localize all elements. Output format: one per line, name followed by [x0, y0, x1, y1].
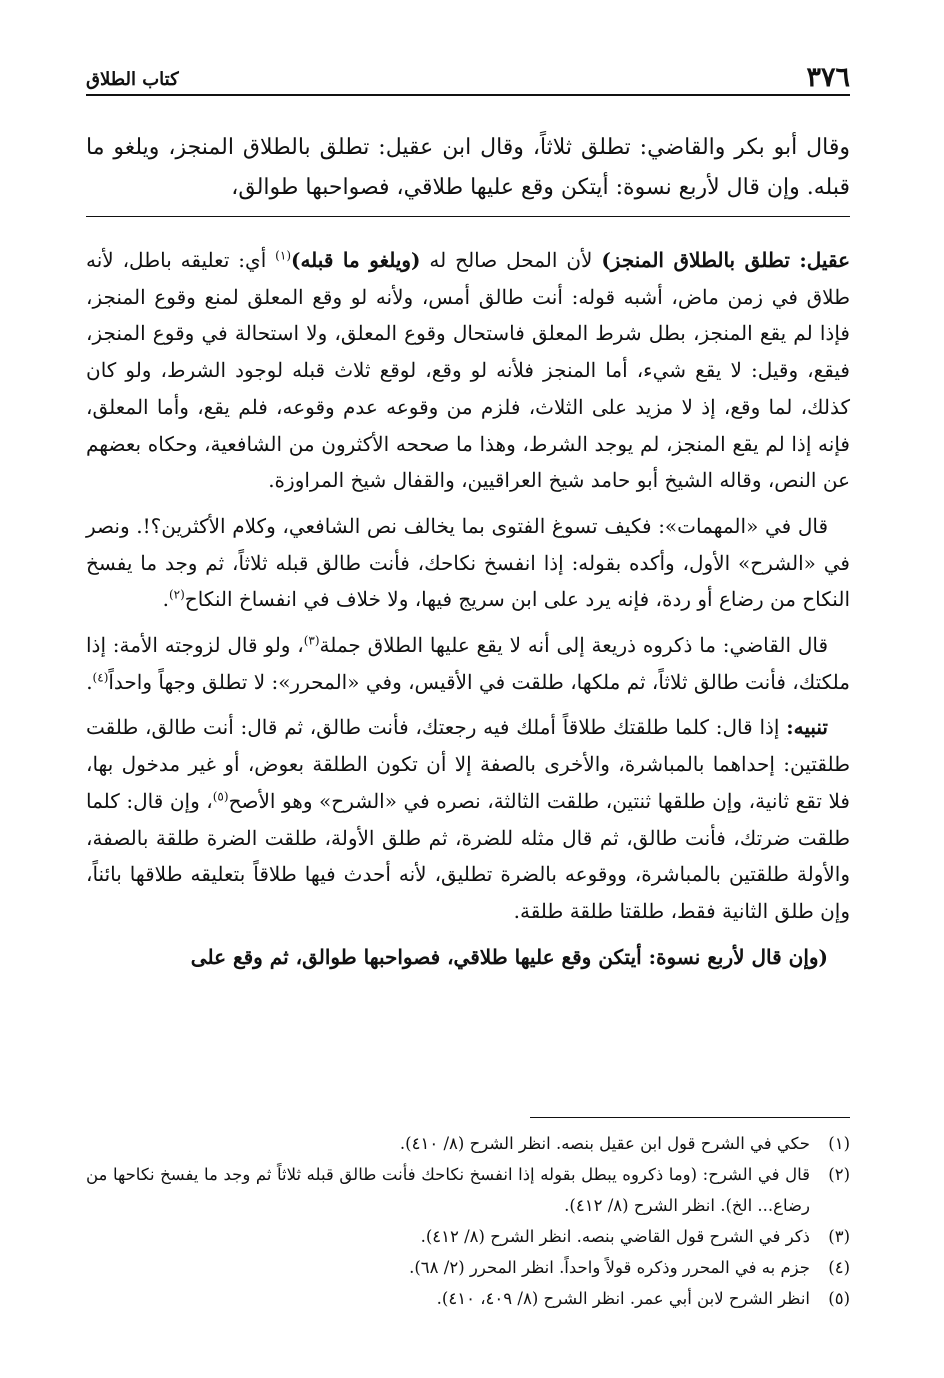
commentary-paragraph-3 [86, 627, 850, 700]
commentary-text: ، وإن قال: كلما طلقت ضرتك، فأنت طالق، ثم قال مثله للضرة، ثم طلق الأولة، طلقت الضرة طلقة بالصفة، والأولة طلقتين بالمباشرة، ووقوعه بالضرة تطليق، لأنه أحدث فيها طلاقاً بتعليقه طلاقها بائناً، وإن طلق الثانية فقط، طلقتا طلقة طلقة. [86, 788, 850, 923]
notice-label: تنبيه: [786, 715, 828, 740]
book-title: كتاب الطلاق [86, 69, 179, 90]
commentary-text: قال في «المهمات»: فكيف تسوغ الفتوى بما يخالف نص الشافعي، وكلام الأكثرين؟!. ونصر في «الشرح» الأول، وأكده بقوله: إذا انفسخ نكاحك، فأنت طالق قبله ثلاثاً، ثم وجد ما يفسخ النكاح من رضاع أو ردة، فإنه يرد على ابن سريج فيها، ولا خلاف في انفساخ النكاح [86, 513, 850, 612]
footnote-ref-3: (٣) [303, 633, 320, 648]
commentary-paragraph-2 [86, 508, 850, 618]
commentary-text: ، ولو قال لزوجته الأمة: إذا ملكتك، فأنت طالق ثلاثاً، ثم ملكها، طلقت في الأقيس، وفي «المحرر»: لا تطلق وجهاً واحداً [86, 633, 850, 694]
footnote-number: (١) [828, 1134, 850, 1153]
footnote-ref-1: (١) [275, 248, 291, 263]
footnote-text: انظر الشرح لابن أبي عمر. انظر الشرح (٨/ ٤٠٩، ٤١٠). [436, 1289, 810, 1308]
commentary-paragraph-1 [86, 242, 850, 499]
matn-text: وقال أبو بكر والقاضي: تطلق ثلاثاً، وقال ابن عقيل: تطلق بالطلاق المنجز، ويلغو ما قبله. وإن قال لأربع نسوة: أيتكن وقع عليها طلاقي، فصواحبها طوالق، [86, 135, 851, 200]
page-header [86, 54, 850, 96]
footnotes [86, 1128, 850, 1314]
footnote-text: جزم به في المحرر وذكره قولاً واحداً. انظر المحرر (٢/ ٦٨). [409, 1258, 810, 1277]
commentary [86, 242, 850, 984]
page-number: ٣٧٦ [806, 62, 850, 93]
footnote-divider [530, 1117, 850, 1118]
footnote [86, 1252, 850, 1283]
footnote-number: (٣) [828, 1227, 850, 1246]
footnote [86, 1159, 850, 1221]
commentary-text: لأن المحل صالح له [420, 248, 602, 272]
quoted-matn: عقيل: تطلق بالطلاق المنجز) [601, 248, 851, 272]
commentary-paragraph-4 [86, 709, 850, 929]
footnote [86, 1128, 850, 1159]
footnote-text: حكي في الشرح قول ابن عقيل بنصه. انظر الشرح (٨/ ٤١٠). [399, 1134, 810, 1153]
footnote-ref-4: (٤) [92, 670, 109, 685]
footnote-text: قال في الشرح: (وما ذكروه يبطل بقوله إذا انفسخ نكاحك فأنت طالق قبله ثلاثاً ثم وجد ما يفسخ نكاحها من رضاع... الخ). انظر الشرح (٨/ ٤١٢). [86, 1165, 810, 1215]
footnote-ref-2: (٢) [168, 587, 185, 602]
footnote-number: (٤) [828, 1258, 850, 1277]
commentary-text: أي: تعليقه باطل، لأنه طلاق في زمن ماض، أشبه قوله: أنت طالق أمس، ولأنه لو وقع المعلق لمنع وقوع المنجز، فإذا لم يقع المنجز، بطل شرط المعلق فاستحال وقوع المعلق، ولا استحالة في وقوع المنجز، فيقع، وقيل: لا يقع شيء، أما المنجز فلأنه لو وقع، لوقع ثلاث قبله لوجود الشرط، ولو كان كذلك، لما وقع، إذ لا مزيد على الثلاث، فلزم من وقوعه عدم وقوعه، فلم يقع، وأما المعلق، فإنه إذا لم يقع المنجز، لم يوجد الشرط، وهذا ما صححه الأكثرون من الشافعية، وحكاه بعضهم عن النص، وقاله الشيخ أبو حامد شيخ العراقيين، والقفال شيخ المراوزة. [86, 248, 850, 493]
commentary-text: . [86, 669, 93, 694]
footnote [86, 1283, 850, 1314]
matn-divider [86, 216, 850, 217]
footnote-number: (٥) [828, 1289, 850, 1308]
commentary-paragraph-5 [86, 939, 850, 976]
quoted-matn: (وإن قال لأربع نسوة: أيتكن وقع عليها طلاقي، فصواحبها طوالق، ثم وقع على [190, 944, 828, 969]
commentary-text: قال القاضي: ما ذكروه ذريعة إلى أنه لا يقع عليها الطلاق جملة [319, 633, 829, 658]
footnote [86, 1221, 850, 1252]
quoted-matn: (ويلغو ما قبله) [291, 248, 421, 272]
footnote-number: (٢) [828, 1165, 850, 1184]
footnote-ref-5: (٥) [212, 789, 229, 804]
footnote-text: ذكر في الشرح قول القاضي بنصه. انظر الشرح (٨/ ٤١٢). [420, 1227, 810, 1246]
commentary-text: إذا قال: كلما طلقتك طلاقاً أملك فيه رجعتك، فأنت طالق، ثم قال: أنت طالق، طلقت طلقتين: إحداهما بالمباشرة، والأخرى بالصفة إلا أن تكون الطلقة بعوض، أو غير مدخول بها، فلا تقع ثانية، وإن طلقها ثنتين، طلقت الثالثة، نصره في «الشرح» وهو الأصح [86, 715, 850, 813]
commentary-text: . [162, 587, 169, 612]
